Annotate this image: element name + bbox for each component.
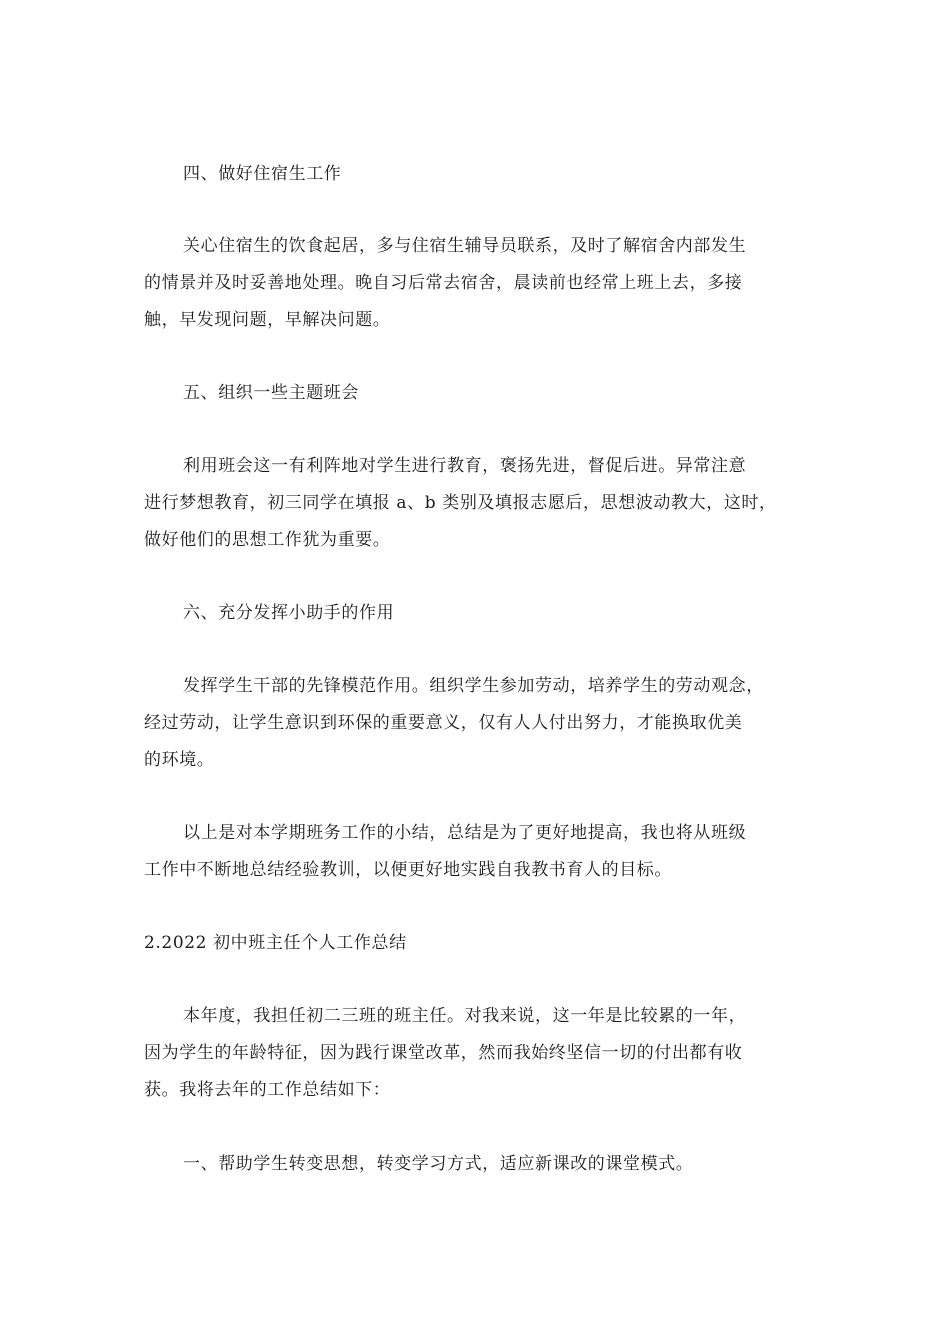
paragraph-line: 工作中不断地总结经验教训，以便更好地实践自我教书育人的目标。 <box>144 860 672 880</box>
section-heading: 六、充分发挥小助手的作用 <box>183 603 395 623</box>
section-heading: 五、组织一些主题班会 <box>183 383 359 403</box>
paragraph-line: 触，早发现问题，早解决问题。 <box>144 310 391 330</box>
paragraph-line: 的情景并及时妥善地处理。晚自习后常去宿舍，晨读前也经常上班上去，多接 <box>144 273 743 293</box>
paragraph-line: 进行梦想教育，初三同学在填报 a、b 类别及填报志愿后，思想波动教大，这时， <box>144 493 777 513</box>
paragraph-line: 利用班会这一有利阵地对学生进行教育，褒扬先进，督促后进。异常注意 <box>183 456 747 476</box>
paragraph-line: 关心住宿生的饮食起居，多与住宿生辅导员联系，及时了解宿舍内部发生 <box>183 236 747 256</box>
paragraph-line: 以上是对本学期班务工作的小结，总结是为了更好地提高，我也将从班级 <box>183 823 747 843</box>
paragraph-line: 经过劳动，让学生意识到环保的重要意义，仅有人人付出努力，才能换取优美 <box>144 713 743 733</box>
paragraph-line: 本年度，我担任初二三班的班主任。对我来说，这一年是比较累的一年， <box>183 1006 747 1026</box>
point-heading: 一、帮助学生转变思想，转变学习方式，适应新课改的课堂模式。 <box>183 1154 694 1174</box>
section-title: 2.2022 初中班主任个人工作总结 <box>144 933 407 953</box>
paragraph-line: 发挥学生干部的先锋模范作用。组织学生参加劳动，培养学生的劳动观念， <box>183 676 764 696</box>
paragraph-line: 因为学生的年龄特征，因为践行课堂改革，然而我始终坚信一切的付出都有收 <box>144 1043 743 1063</box>
section-heading: 四、做好住宿生工作 <box>183 164 342 184</box>
paragraph-line: 做好他们的思想工作犹为重要。 <box>144 530 391 550</box>
paragraph-line: 获。我将去年的工作总结如下： <box>144 1080 391 1100</box>
paragraph-line: 的环境。 <box>144 750 215 770</box>
